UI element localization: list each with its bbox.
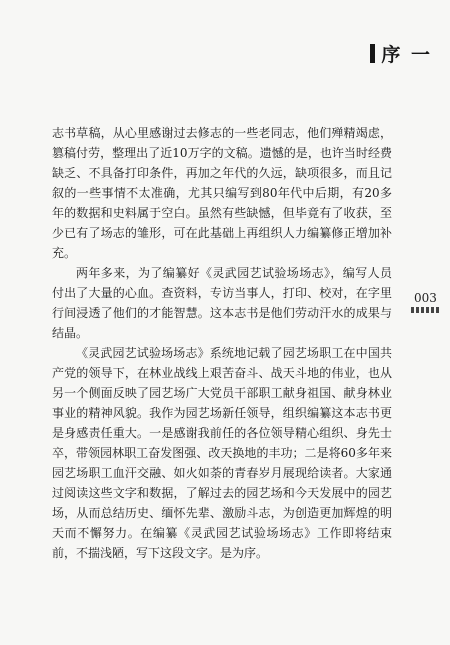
page-title xyxy=(370,40,432,67)
paragraph: 志书草稿，从心里感谢过去修志的一些老同志，他们殚精竭虑，篡稿付劳，整理出了近10万字的文稿。遗憾的是，也许当时经费缺乏、不具备打印条件，再加之年代的久远，缺项很多，而且记叙的一些事情不太准确，尤其只编写到80年代中后期，有20多年的数据和史料属于空白。虽然有些缺憾，但毕竟有了收获，至少已有了场志的雏形，可在此基础上再组织人力编纂修正增加补充。 xyxy=(52,126,392,260)
page-number: 003 xyxy=(414,291,437,305)
title-bar-ornament xyxy=(370,44,375,63)
paragraph: 两年多来，为了编纂好《灵武园艺试验场场志》，编写人员付出了大量的心血。查资料，专访当事人，打印、校对，在字里行间浸透了他们的才能智慧。这本志书是他们劳动汗水的成果与结晶。 xyxy=(52,266,392,340)
page-title-text: 序 一 xyxy=(381,44,432,66)
paragraph: 《灵武园艺试验场场志》系统地记载了园艺场职工在中国共产党的领导下，在林业战线上艰苦奋斗、战天斗地的伟业，也从另一个侧面反映了园艺场广大党员干部职工献身祖国、献身林业事业的精神风貌。我作为园艺场新任领导，组织编纂这本志书更是身感责任重大。一是感谢我前任的各位领导精心组织、身先士卒，带领园林职工奋发图强、改天换地的丰功；二是将60多年来园艺场职工血汗交融、如火如荼的青春岁月展现给读者。大家通过阅读这些文字和数据，了解过去的园艺场和今天发展中的园艺场，从而总结历史、缅怀先辈、激励斗志，为创造更加辉煌的明天而不懈努力。在编纂《灵武园艺试验场场志》工作即将结束前，不揣浅陋，写下这段文字。是为序。 xyxy=(52,346,392,560)
page-number-ornament xyxy=(411,307,441,313)
body-text xyxy=(52,123,392,563)
